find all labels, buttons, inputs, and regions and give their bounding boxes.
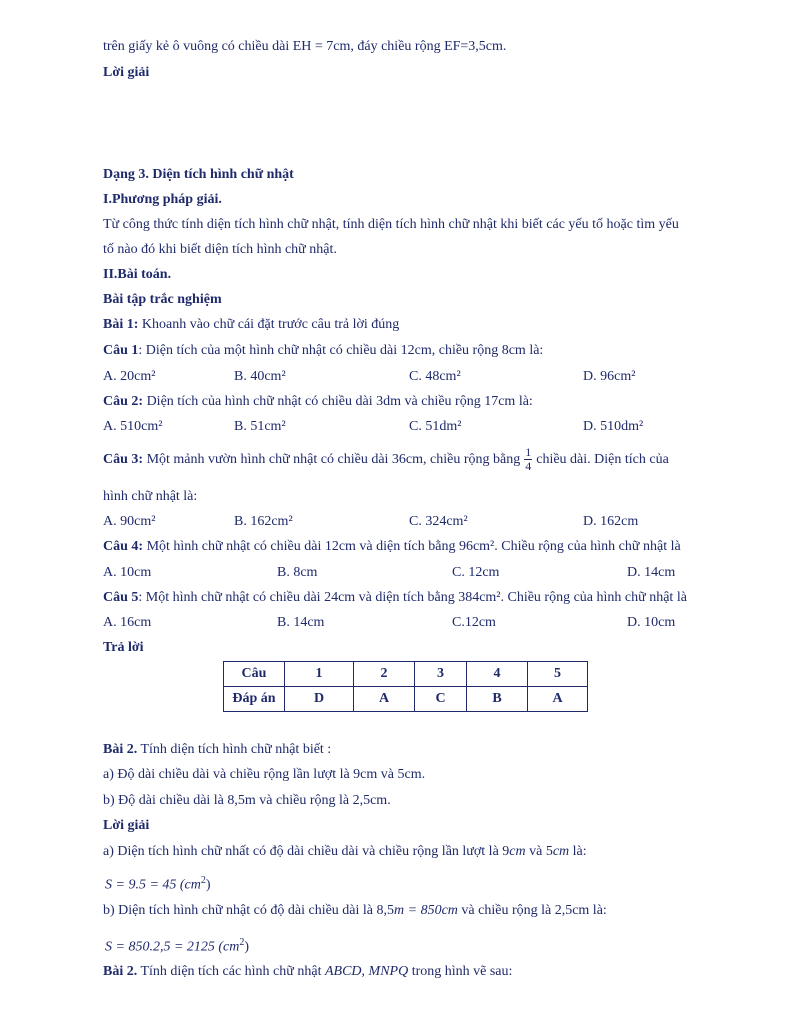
table-row (224, 687, 588, 712)
table-cell: 4 (467, 662, 528, 687)
bai2-solution-a: a) Diện tích hình chữ nhất có độ dài chiều dài và chiều rộng lần lượt là 9cm và 5cm là: (103, 844, 587, 859)
multiple-choice-heading: Bài tập trắc nghiệm (103, 292, 222, 307)
q2-option-a: A. 510cm² (103, 419, 163, 434)
q2-option-b: B. 51cm² (234, 419, 286, 434)
intro-line: trên giấy kẻ ô vuông có chiều dài EH = 7cm, đáy chiều rộng EF=3,5cm. (103, 39, 507, 54)
answers-heading: Trả lời (103, 640, 144, 655)
q1-option-c: C. 48cm² (409, 369, 461, 384)
q5-option-b: B. 14cm (277, 615, 325, 630)
question-1: Câu 1: Diện tích của một hình chữ nhật có chiều dài 12cm, chiều rộng 8cm là: (103, 343, 544, 358)
method-text-2: tố nào đó khi biết diện tích hình chữ nhật. (103, 242, 337, 257)
bai2-solution-b: b) Diện tích hình chữ nhật có độ dài chiều dài là 8,5m = 850cm và chiều rộng là 2,5cm là: (103, 903, 607, 918)
q4-option-d: D. 14cm (627, 565, 676, 580)
q4-option-b: B. 8cm (277, 565, 318, 580)
equation-b: S = 850.2,5 = 2125 $(cm^2)$ (105, 937, 250, 955)
q3-option-b: B. 162cm² (234, 514, 293, 529)
table-cell: 1 (285, 662, 354, 687)
bai2-part-a: a) Độ dài chiều dài và chiều rộng lần lượt là 9cm và 5cm. (103, 767, 426, 782)
table-cell: Đáp án (224, 687, 285, 712)
fraction-one-quarter: $\frac{1}{4}$ (525, 445, 532, 474)
q1-option-a: A. 20cm² (103, 369, 156, 384)
q2-option-d: D. 510dm² (583, 419, 644, 434)
bai2b-heading: Bài 2. Tính diện tích các hình chữ nhật ABCD, MNPQ trong hình vẽ sau: (103, 964, 513, 979)
table-cell: 5 (528, 662, 588, 687)
answer-table (223, 661, 588, 712)
table-cell: A (528, 687, 588, 712)
question-5: Câu 5: Một hình chữ nhật có chiều dài 24cm và diện tích bằng 384cm². Chiều rộng của hình chữ nhật là (103, 590, 687, 605)
bai1-instruction: Bài 1: Khoanh vào chữ cái đặt trước câu trả lời đúng (103, 317, 400, 332)
question-2: Câu 2: Diện tích của hình chữ nhật có chiều dài 3dm và chiều rộng 17cm là: (103, 394, 533, 409)
q5-option-a: A. 16cm (103, 615, 152, 630)
q4-option-a: A. 10cm (103, 565, 152, 580)
bai2-solution-heading: Lời giải (103, 818, 150, 833)
bai2-heading: Bài 2. Tính diện tích hình chữ nhật biết : (103, 742, 332, 757)
table-cell: A (354, 687, 415, 712)
q1-option-d: D. 96cm² (583, 369, 636, 384)
q5-option-d: D. 10cm (627, 615, 676, 630)
q1-option-b: B. 40cm² (234, 369, 286, 384)
table-row (224, 662, 588, 687)
section-title: Dạng 3. Diện tích hình chữ nhật (103, 167, 294, 182)
table-cell: B (467, 687, 528, 712)
bai2-part-b: b) Độ dài chiều dài là 8,5m và chiều rộng là 2,5cm. (103, 793, 391, 808)
q3-option-d: D. 162cm (583, 514, 639, 529)
table-cell: Câu (224, 662, 285, 687)
question-3-cont: hình chữ nhật là: (103, 489, 198, 504)
q4-option-c: C. 12cm (452, 565, 500, 580)
table-cell: 3 (415, 662, 467, 687)
table-cell: 2 (354, 662, 415, 687)
table-cell: C (415, 687, 467, 712)
solution-heading: Lời giải (103, 65, 150, 80)
q3-option-c: C. 324cm² (409, 514, 468, 529)
question-3: Câu 3: Một mảnh vườn hình chữ nhật có chiều dài 36cm, chiều rộng bằng $\frac{1}{4}$ chiều dài. Diện tích của (103, 445, 669, 474)
problems-heading: II.Bài toán. (103, 267, 172, 282)
question-4: Câu 4: Một hình chữ nhật có chiều dài 12cm và diện tích bằng 96cm². Chiều rộng của hình chữ nhật là (103, 539, 681, 554)
q2-option-c: C. 51dm² (409, 419, 462, 434)
method-text-1: Từ công thức tính diện tích hình chữ nhật, tính diện tích hình chữ nhật khi biết các yếu tố hoặc tìm yếu (103, 217, 679, 232)
q3-option-a: A. 90cm² (103, 514, 156, 529)
method-heading: I.Phương pháp giải. (103, 192, 222, 207)
q5-option-c: C.12cm (452, 615, 496, 630)
equation-a: S = 9.5 = 45 $(cm^2)$ (105, 875, 211, 893)
table-cell: D (285, 687, 354, 712)
